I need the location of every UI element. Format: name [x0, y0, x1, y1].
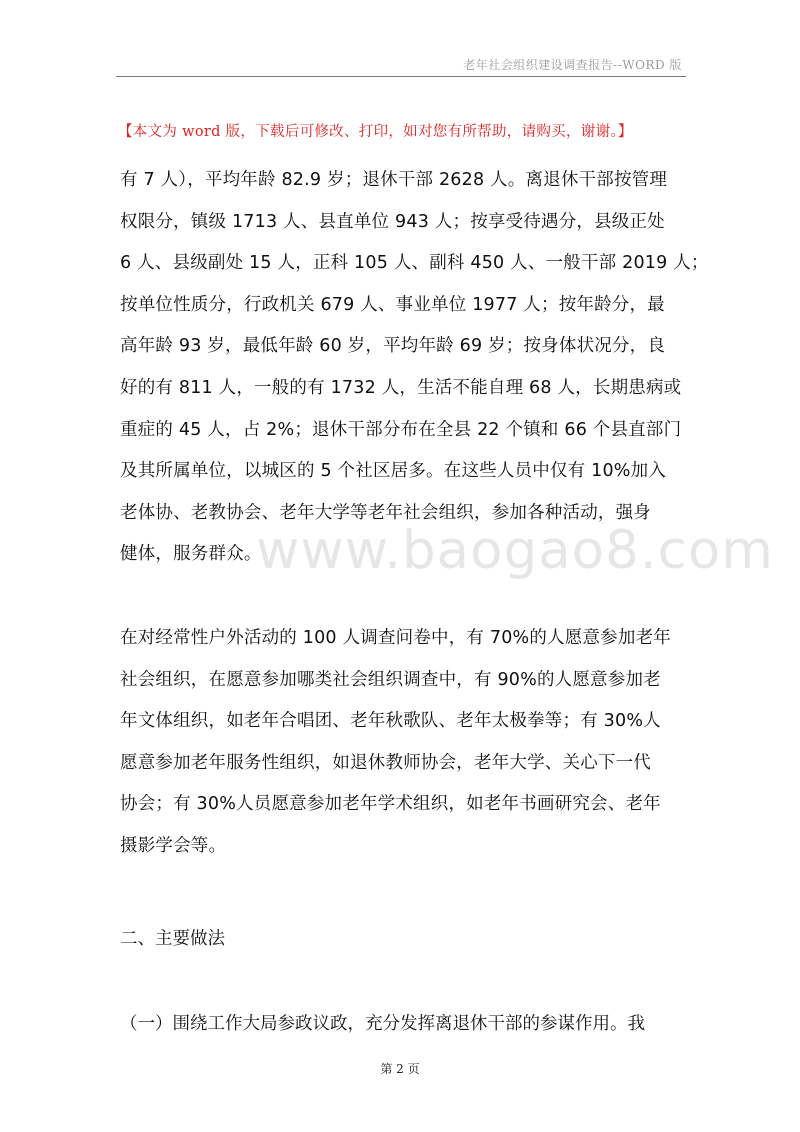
text-line: 权限分，镇级 1713 人、县直单位 943 人；按享受待遇分，县级正处: [120, 211, 665, 232]
paragraph-survey: [120, 618, 690, 868]
text-line: 老体协、老教协会、老年大学等老年社会组织，参加各种活动，强身: [120, 502, 651, 523]
purchase-notice: 【本文为 word 版，下载后可修改、打印，如对您有所帮助，请购买，谢谢。】: [118, 124, 633, 140]
document-header-title: 老年社会组织建设调查报告--WORD 版: [463, 58, 682, 72]
text-line: 及其所属单位，以城区的 5 个社区居多。在这些人员中仅有 10%加入: [120, 461, 667, 482]
text-line: 社会组织，在愿意参加哪类社会组织调查中，有 90%的人愿意参加老: [120, 669, 661, 690]
header-divider: [116, 76, 686, 77]
text-line: 摄影学会等。: [120, 835, 227, 856]
text-line: 高年龄 93 岁，最低年龄 60 岁，平均年龄 69 岁；按身体状况分，良: [120, 336, 666, 357]
page-number: 第 2 页: [380, 1062, 420, 1076]
text-line: 重症的 45 人，占 2%；退休干部分布在全县 22 个镇和 66 个县直部门: [120, 419, 682, 440]
sub-section-heading: （一）围绕工作大局参政议政，充分发挥离退休干部的参谋作用。我: [120, 1014, 645, 1034]
text-line: 愿意参加老年服务性组织，如退休教师协会，老年大学、关心下一代: [120, 752, 651, 773]
paragraph-statistics: [120, 160, 709, 576]
watermark: www.baogao8.com: [256, 520, 774, 581]
text-line: 6 人、县级副处 15 人，正科 105 人、副科 450 人、一般干部 2019 人；: [120, 253, 709, 274]
text-line: 协会；有 30%人员愿意参加老年学术组织，如老年书画研究会、老年: [120, 794, 661, 815]
text-line: 健体，服务群众。: [120, 544, 262, 565]
text-line: 按单位性质分，行政机关 679 人、事业单位 1977 人；按年龄分，最: [120, 294, 665, 315]
section-heading: 二、主要做法: [120, 929, 225, 949]
text-line: 年文体组织，如老年合唱团、老年秋歌队、老年太极拳等；有 30%人: [120, 711, 661, 732]
text-line: 在对经常性户外活动的 100 人调查问卷中，有 70%的人愿意参加老年: [120, 628, 671, 648]
text-line: 有 7 人），平均年龄 82.9 岁；退休干部 2628 人。离退休干部按管理: [120, 170, 668, 190]
text-line: 好的有 811 人，一般的有 1732 人，生活不能自理 68 人，长期患病或: [120, 377, 682, 398]
